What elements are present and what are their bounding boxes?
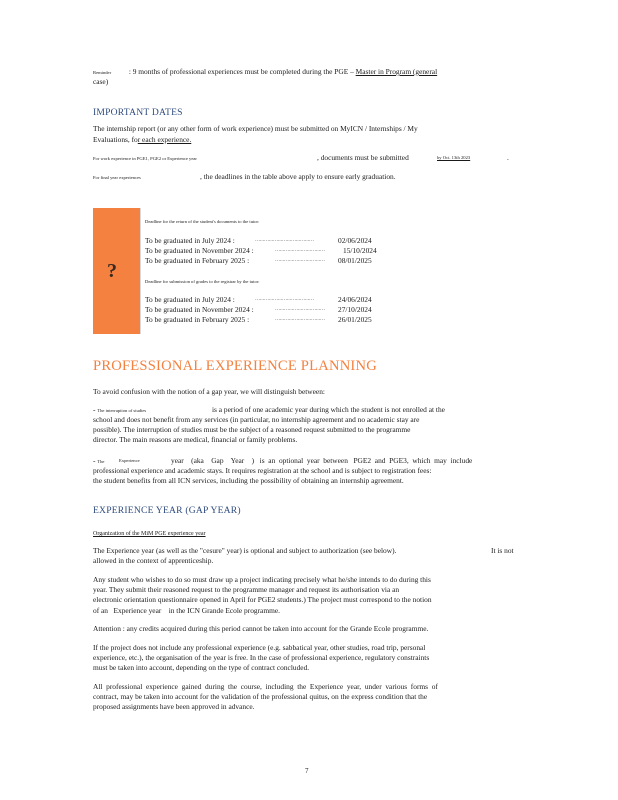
interruption-label: The interruption of studies — [97, 408, 147, 413]
work-experience-date: by Oct. 13th 2023 — [437, 155, 471, 160]
deadline-row — [145, 315, 385, 325]
experience-p5-line1: All professional experience gained during the course, including the Experience year, under various forms of — [93, 682, 438, 691]
deadline-label: To be graduated in November 2024 : — [145, 246, 254, 255]
deadline-dots: …………………………… — [275, 317, 325, 322]
tutor-deadlines-list — [145, 236, 385, 266]
deadline-dots: ………………………………… — [255, 297, 314, 302]
final-year-text: , the deadlines in the table above apply to ensure early graduation. — [200, 172, 396, 181]
work-experience-line — [93, 153, 523, 163]
experience-p2-line3: electronic orientation questionnaire opened in April for PGE2 students.) The project must correspond to the notion — [93, 595, 432, 605]
experience-year-line1: year (aka Gap Year ) is an optional year between PGE2 and PGE3, which may include — [171, 456, 473, 465]
final-year-line — [93, 172, 523, 182]
experience-p2-line1: Any student who wishes to do so must draw up a project indicating precisely what he/she intends to do during this — [93, 575, 431, 584]
important-dates-heading: IMPORTANT DATES — [93, 107, 183, 118]
deadline-label: To be graduated in February 2025 : — [145, 256, 250, 265]
deadline-row — [145, 256, 385, 266]
deadline-date: 24/06/2024 — [338, 295, 372, 304]
reminder-text: : 9 months of professional experiences must be completed during the PGE – — [128, 67, 356, 76]
interruption-bullet — [93, 405, 523, 446]
experience-year-subheading: Organization of the MiM PGE experience year — [93, 531, 206, 537]
experience-year-line3: the student benefits from all ICN services, including the possibility of obtaining an internship agreement. — [93, 476, 404, 486]
deadline-dots: …………………………… — [275, 258, 325, 263]
deadline-label: To be graduated in July 2024 : — [145, 236, 235, 245]
deadline-row — [145, 295, 385, 305]
deadline-dots: …………………………… — [275, 307, 325, 312]
question-mark-icon: ? — [107, 260, 117, 282]
planning-heading: PROFESSIONAL EXPERIENCE PLANNING — [93, 358, 377, 374]
deadline-label: To be graduated in July 2024 : — [145, 295, 235, 304]
interruption-line2: school and does not benefit from any services (in particular, no internship agreement and no academic stay are — [93, 415, 420, 424]
planning-intro: To avoid confusion with the notion of a gap year, we will distinguish between: — [93, 387, 325, 396]
deadline-date: 15/10/2024 — [343, 246, 377, 255]
deadline-divider — [140, 208, 141, 334]
important-dates-line2 — [93, 135, 191, 145]
bullet-dash: - — [93, 456, 96, 465]
experience-p4 — [93, 643, 523, 674]
experience-p1-line1: The Experience year (as well as the "cesure" year) is optional and subject to authorization (see below). — [93, 546, 397, 555]
page-number: 7 — [305, 767, 309, 775]
interruption-line3: possible). The interruption of studies must be the subject of a reasoned request submitted to the programme — [93, 425, 411, 435]
deadline-date: 08/01/2025 — [338, 256, 372, 265]
experience-year-heading: EXPERIENCE YEAR (GAP YEAR) — [93, 505, 241, 516]
tutor-deadline-title: Deadline for the return of the student's documents to the tutor: — [145, 219, 260, 224]
final-year-label: For final year experiences — [93, 175, 141, 180]
experience-p5-line3: proposed assignments have been approved in advance. — [93, 702, 255, 712]
experience-p1-line2: allowed in the context of apprenticeship. — [93, 556, 214, 565]
experience-p5-line2: contract, may be taken into account for the validation of the professional quitus, on the express condition that the — [93, 692, 428, 702]
deadline-date: 27/10/2024 — [338, 305, 372, 314]
reminder-link[interactable]: Master in Program (general — [355, 67, 438, 76]
deadline-row — [145, 236, 385, 246]
reminder-tail: case) — [93, 77, 109, 86]
experience-p4-line2: experience, etc.), the organisation of the year is free. In the case of professional experience, regulatory constraints — [93, 653, 430, 663]
experience-p3: Attention : any credits acquired during this period cannot be taken into account for the Grande Ecole programme. — [93, 624, 429, 633]
reminder-label: Reminder — [93, 70, 112, 75]
experience-p4-line3: must be taken into account, depending on the type of contract concluded. — [93, 663, 310, 673]
bullet-dash: - — [93, 405, 96, 414]
work-experience-label: For work experience in PGE1, PGE2 or Experience year — [93, 156, 197, 161]
deadline-row — [145, 246, 385, 256]
deadline-date: 26/01/2025 — [338, 315, 372, 324]
deadline-icon-box — [93, 208, 140, 334]
reminder-line — [93, 67, 437, 77]
interruption-line4: director. The main reasons are medical, financial or family problems. — [93, 435, 298, 445]
experience-p2 — [93, 575, 523, 616]
important-dates-line1: The internship report (or any other form of work experience) must be submitted on MyICN / Internships / My — [93, 124, 418, 133]
experience-p4-line1: If the project does not include any professional experience (e.g. sabbatical year, other studies, road trip, personal — [93, 643, 426, 652]
bullet-the: The — [97, 459, 105, 464]
interruption-line1: is a period of one academic year during which the student is not enrolled at the — [212, 405, 445, 414]
each-experience-link[interactable]: r each experience. — [137, 135, 192, 144]
work-experience-text: , documents must be submitted — [317, 153, 409, 162]
experience-p5 — [93, 682, 523, 713]
deadline-label: To be graduated in February 2025 : — [145, 315, 250, 324]
important-dates-line2-start: Evaluations, fo — [93, 135, 138, 144]
experience-p1-right: It is not — [491, 546, 514, 555]
deadline-label: To be graduated in November 2024 : — [145, 305, 254, 314]
deadline-dots: …………………………… — [275, 248, 325, 253]
experience-p2-line2: year. They submit their reasoned request to the programme manager and request its authorisation via an — [93, 585, 400, 595]
deadline-dots: ………………………………… — [255, 238, 314, 243]
registrar-deadlines-list — [145, 295, 385, 325]
deadline-date: 02/06/2024 — [338, 236, 372, 245]
work-experience-end: . — [507, 153, 509, 162]
registrar-deadline-title: Deadline for submission of grades to the registrar by the tutor: — [145, 279, 260, 284]
experience-p2-line4: of an Experience year in the ICN Grande Ecole programme. — [93, 605, 280, 615]
experience-year-bullet — [93, 456, 523, 486]
deadline-row — [145, 305, 385, 315]
bullet-experience: Experience — [119, 458, 140, 463]
experience-year-line2: professional experience and academic stays. It requires registration at the school and is subject to registration fees: — [93, 466, 432, 475]
experience-p1 — [93, 546, 523, 566]
